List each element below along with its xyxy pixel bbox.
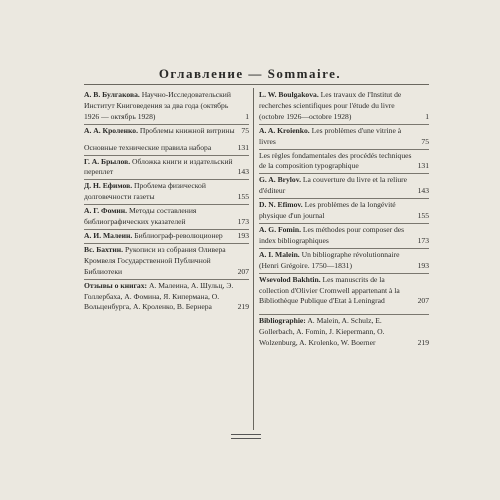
french-toc-column xyxy=(259,90,429,349)
entry-page: 219 xyxy=(417,338,429,348)
entry-title: Les manuscrits de la collection d'Olivier Cromwell appartenant à la Bibliothèque Publique d'Etat à Leningrad xyxy=(259,274,400,306)
toc-entry xyxy=(259,173,429,197)
toc-entry xyxy=(259,248,429,272)
entry-author: Отзывы о книгах: xyxy=(84,280,148,290)
entry-page: 219 xyxy=(237,302,249,312)
entry-page: 75 xyxy=(421,136,429,146)
entry-author: Bibliographie: xyxy=(259,316,306,326)
entry-author: Д. Н. Ефимов. xyxy=(84,181,133,191)
entry-page: 173 xyxy=(417,235,429,245)
entry-title: Методы составления библиографических указателей xyxy=(84,206,197,227)
entry-title: Les travaux de l'Institut de recherches scientifiques pour l'étude du livre (octobre 1926—octobre 1928) xyxy=(259,90,402,121)
entry-author: А. Г. Фомин. xyxy=(84,206,128,216)
entry-title: Les règles fondamentales des procédés techniques de la composition typographique xyxy=(259,150,412,171)
toc-entry xyxy=(84,279,249,314)
entry-page: 1 xyxy=(425,111,429,121)
entry-page: 193 xyxy=(237,230,249,240)
entry-title: Les méthodes pour composer des index bibliographiques xyxy=(259,224,405,245)
entry-title: Рукописи из собрания Оливера Кромвеля Государственной Публичной Библиотеки xyxy=(84,244,226,276)
entry-author: Вс. Бахтин. xyxy=(84,244,124,254)
entry-author: А. А. Кроленко. xyxy=(84,125,138,135)
entry-author: Г. А. Брылов. xyxy=(84,156,131,166)
entry-page: 1 xyxy=(245,111,249,121)
toc-entry xyxy=(84,155,249,179)
entry-author: L. W. Boulgakova. xyxy=(259,90,319,99)
entry-page: 173 xyxy=(237,217,249,227)
entry-page: 143 xyxy=(417,186,429,196)
header-rule xyxy=(84,84,429,85)
footer-rule xyxy=(231,434,261,435)
entry-author: D. N. Efimov. xyxy=(259,200,303,210)
entry-title: Библиограф-революционер xyxy=(134,230,223,240)
entry-page: 193 xyxy=(417,260,429,270)
toc-entry xyxy=(259,314,429,349)
footer-rule xyxy=(231,438,261,439)
entry-title: Проблема физической долговечности газеты xyxy=(84,181,206,202)
entry-page: 143 xyxy=(237,167,249,177)
entry-page: 207 xyxy=(417,296,429,306)
entry-title: Обложка книги и издательский переплет xyxy=(84,156,233,177)
entry-page: 155 xyxy=(417,211,429,221)
entry-title: Научно-Исследовательский Институт Книговедения за два года (октябрь 1926 — октябрь 1928) xyxy=(84,90,231,121)
entry-title: La couverture du livre et la reliure d'éditeur xyxy=(259,175,408,196)
entry-title: Основные технические правила набора xyxy=(84,142,212,152)
page-title: Оглавление — Sommaire. xyxy=(158,66,342,81)
toc-entry xyxy=(84,204,249,228)
column-divider xyxy=(253,88,254,430)
entry-page: 131 xyxy=(237,142,249,152)
entry-author: Wsevolod Bakhtin. xyxy=(259,274,321,284)
entry-author: А. В. Булгакова. xyxy=(84,90,140,99)
toc-entry xyxy=(259,223,429,247)
toc-entry xyxy=(84,90,249,123)
entry-title: Un bibliographe révolutionnaire (Henri Grégoire. 1750—1831) xyxy=(259,249,400,270)
entry-page: 131 xyxy=(417,161,429,171)
entry-author: G. A. Brylov. xyxy=(259,175,301,185)
entry-title: Les problèmes d'une vitrine à livres xyxy=(259,125,402,146)
entry-title: A. Malein, A. Schulz, E. Gollerbach, A. Fomin, J. Kiepermann, O. Wolzenburg, A. Krolenko, W. Boerner xyxy=(259,316,385,348)
entry-page: 207 xyxy=(237,266,249,276)
entry-title: А. Малеина, А. Шульц, Э. Голлербаха, А. Фомина, Я. Киперманa, О. Вольценбурга, А. Кроленко, В. Бернера xyxy=(84,280,234,312)
entry-author: A. A. Kroienko. xyxy=(259,125,310,135)
entry-title: Les problèmes de la longévité physique d'un journal xyxy=(259,200,396,221)
entry-page: 75 xyxy=(241,125,249,135)
entry-author: A. I. Malein. xyxy=(259,249,300,259)
toc-entry xyxy=(259,90,429,123)
toc-entry xyxy=(84,124,249,137)
toc-entry xyxy=(84,143,249,154)
toc-entry xyxy=(84,243,249,278)
toc-entry xyxy=(84,229,249,242)
toc-entry xyxy=(259,273,429,308)
entry-page: 155 xyxy=(237,192,249,202)
entry-title: Проблемы книжной витрины xyxy=(139,125,235,135)
toc-entry xyxy=(259,198,429,222)
entry-author: A. G. Fomin. xyxy=(259,224,301,234)
entry-author: А. И. Малеин. xyxy=(84,230,133,240)
toc-entry xyxy=(259,124,429,148)
toc-entry xyxy=(84,179,249,203)
toc-entry xyxy=(259,149,429,173)
russian-toc-column xyxy=(84,90,249,313)
